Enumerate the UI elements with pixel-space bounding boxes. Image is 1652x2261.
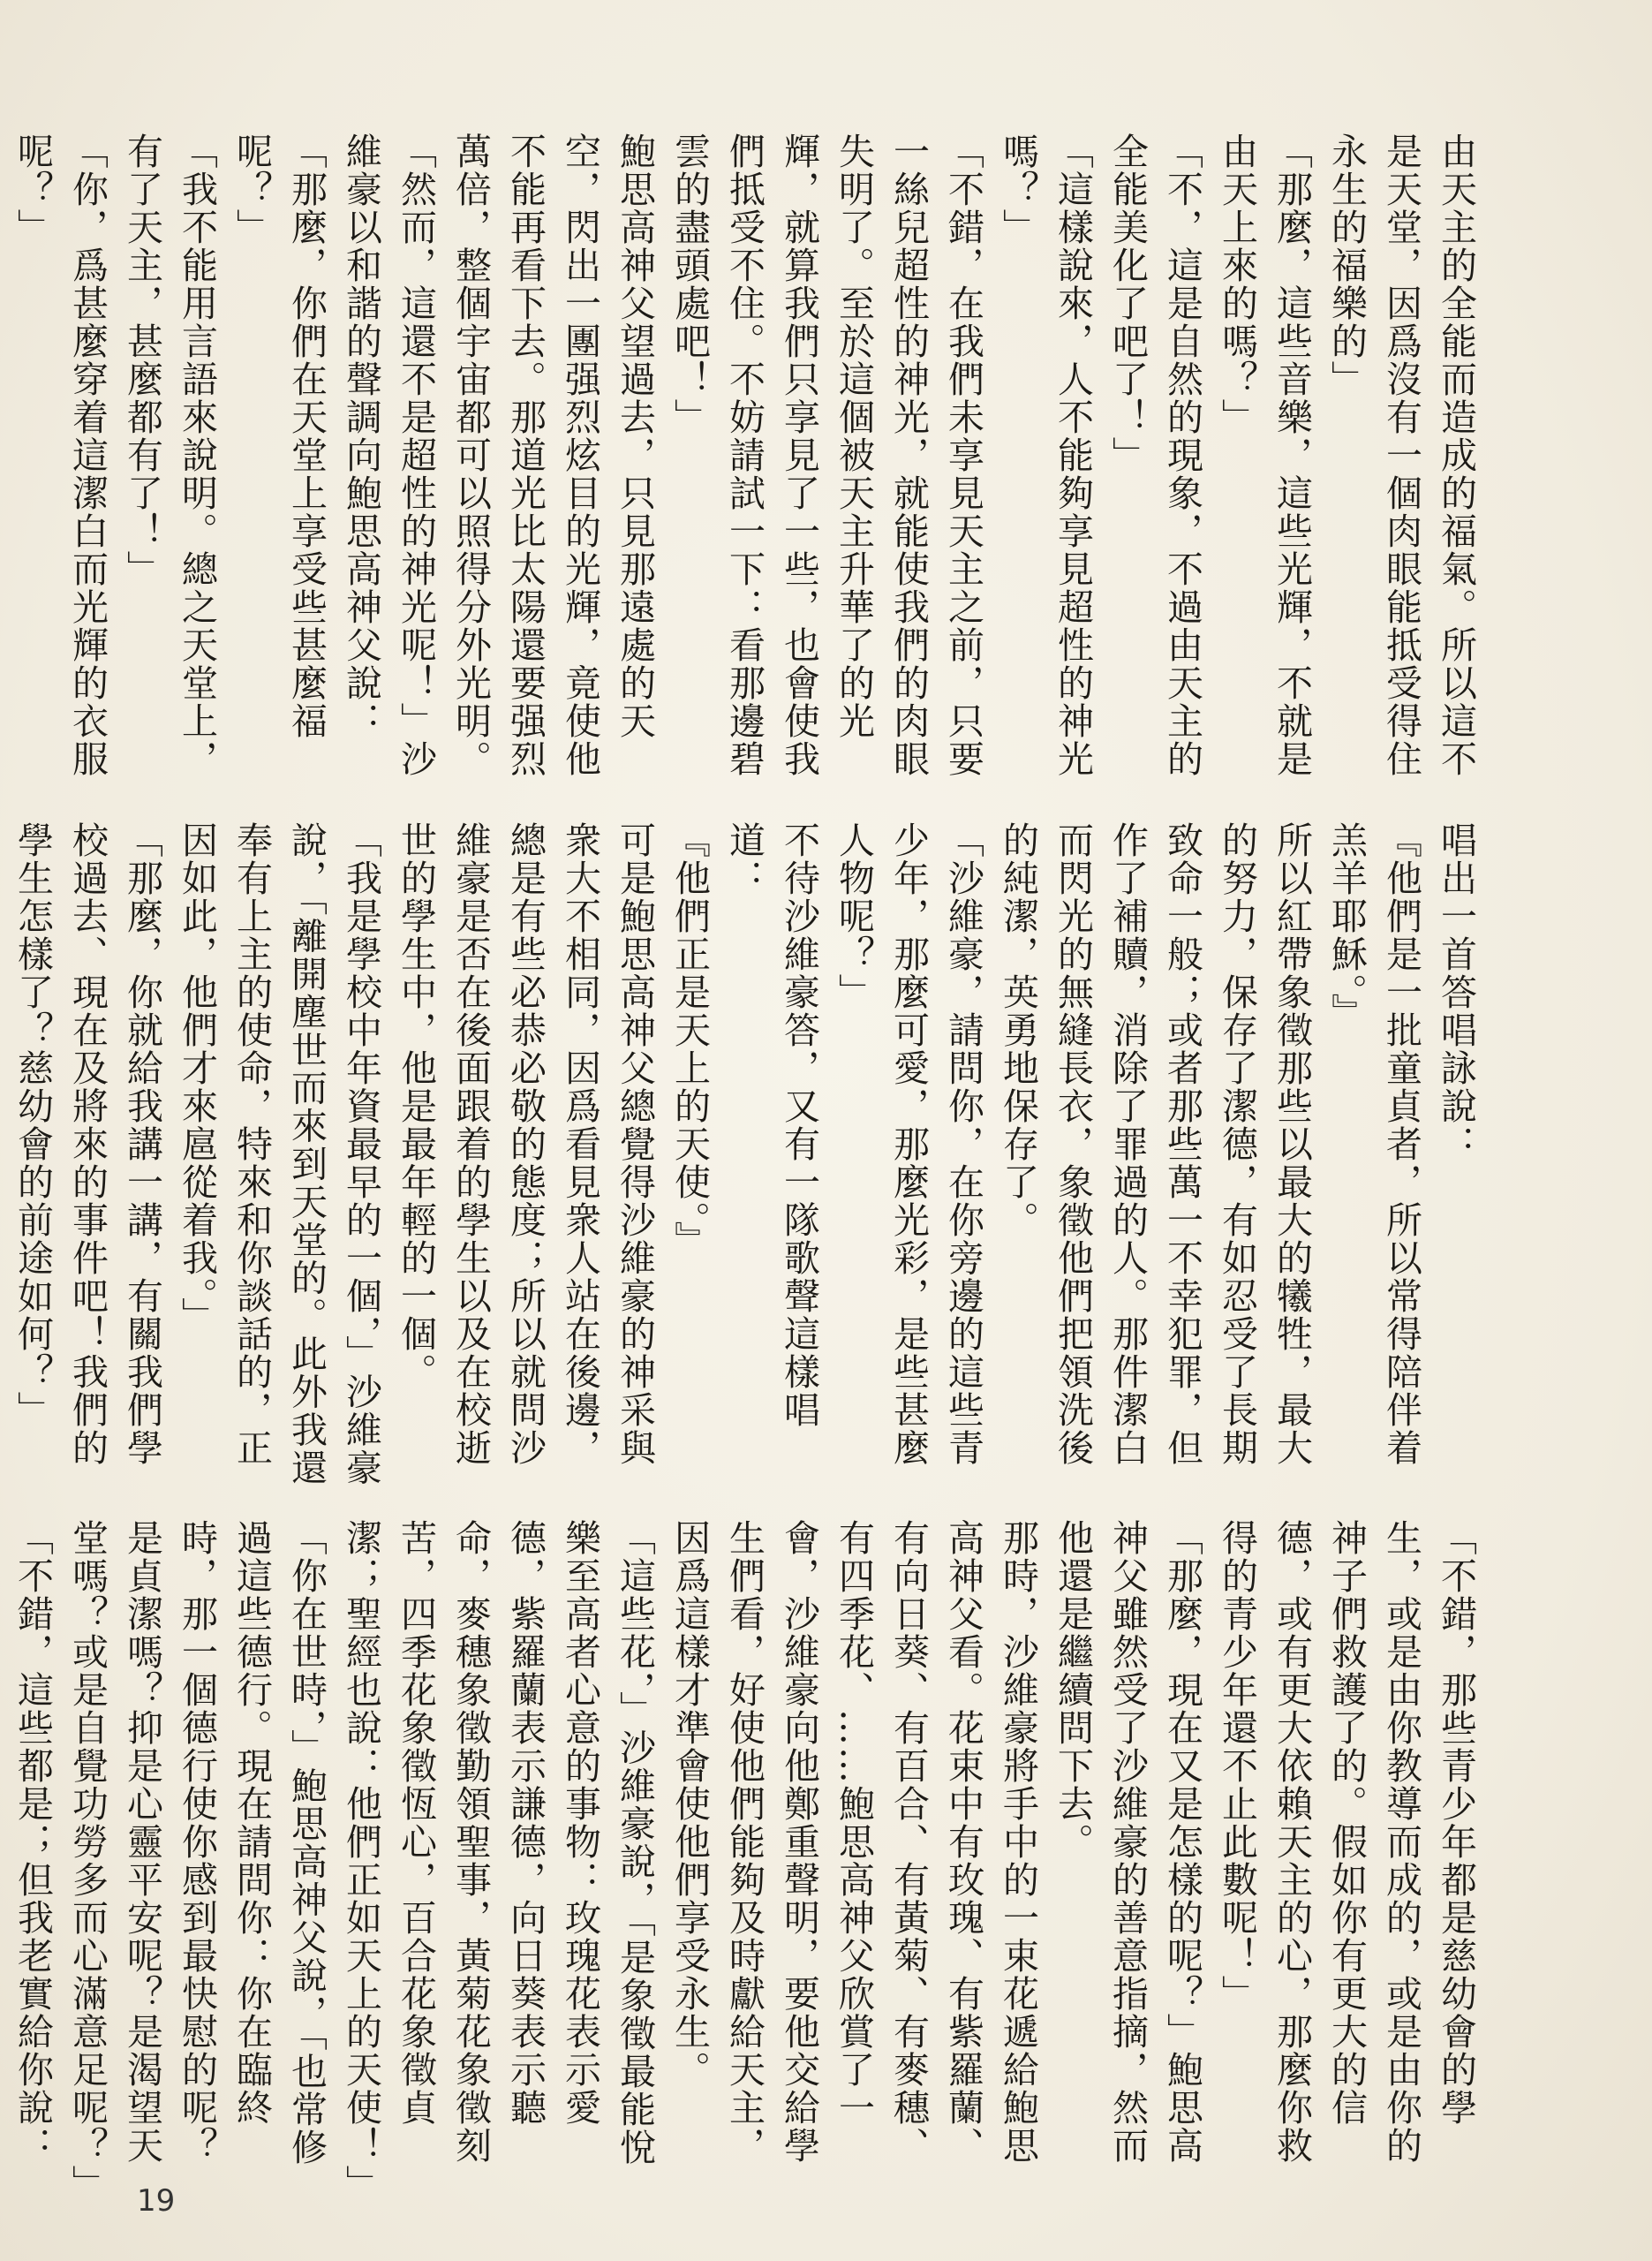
paragraph: 「那麼，這些音樂，這些光輝，不就是由天上來的嗎？」 (1216, 132, 1313, 778)
paragraph: 「我不能用言語來說明。總之天堂上，有了天主，甚麼都有了！」 (121, 132, 218, 778)
paragraph (0, 132, 5, 804)
paragraph: 『他們是一批童貞者，所以常得陪伴着羔羊耶穌。』 (1325, 821, 1422, 1467)
paragraph: 由天主的全能而造成的福氣。所以這不是天堂，因爲沒有一個肉眼能抵受得住永生的福樂的」 (1325, 132, 1477, 778)
page-number: 19 (137, 2183, 176, 2219)
text-block-middle (11, 821, 1483, 1493)
paragraph: 「你在世時，」鮑思高神父說，「也常修過這些德行。現在請問你：你在臨終時，那一個德行使你感到最快慰的呢？是貞潔嗎？抑是心靈平安呢？是渴望天堂嗎？或是自覺功勞多而心滿意足呢？」 (66, 1519, 328, 2203)
paragraph: 「那麼，你就給我講一講，有關我們學校過去、現在及將來的事件吧！我們的學生怎樣了？慈幼會的前途如何？」 (11, 821, 163, 1467)
paragraph (0, 821, 5, 1493)
paragraph: 「不，這是自然的現象，不過由天主的全能美化了吧了！」 (1106, 132, 1203, 778)
paragraph: 「那麼，你們在天堂上享受些甚麼福呢？」 (230, 132, 328, 740)
paragraph: 「那麼，現在又是怎樣的呢？」鮑思高神父雖然受了沙維豪的善意指摘，然而他還是繼續問下去。 (1052, 1519, 1203, 2165)
paragraph: 「沙維豪，請問你，在你旁邊的這些青少年，那麼可愛，那麼光彩，是些甚麼人物呢？」 (833, 821, 984, 1467)
paragraph: 唱出一首答唱詠說： (1435, 821, 1477, 1163)
paragraph: 「不錯，這些都是；但我老實給你說： (11, 1519, 54, 2165)
paragraph: 「不錯，在我們未享見天主之前，只要一絲兒超性的神光，就能使我們的肉眼失明了。至於這個被天主升華了的光輝，就算我們只享見了一些，也會使我們抵受不住。不妨請試一下：看那邊碧雲的盡頭處吧！」 (668, 132, 984, 778)
paragraph: 那時，沙維豪將手中的一束花遞給鮑思高神父看。花束中有玫瑰、有紫羅蘭、有向日葵、有百合、有黃菊、有麥穗、有四季花、……鮑思高神父欣賞了一會，沙維豪向他鄭重聲明，要他交給學生們看，好使他們能夠及時獻給天主，因爲這樣才準會使他們享受永生。 (668, 1519, 1039, 2165)
paragraph: 「這些花，」沙維豪說，「是象徵最能悅樂至高者心意的事物：玫瑰花表示愛德，紫羅蘭表示謙德，向日葵表示聽命，麥穗象徵勤領聖事，黃菊花象徵刻苦，四季花象徵恆心，百合花象徵貞潔；聖經也說：他們正如天上的天使！」 (340, 1519, 656, 2203)
paragraph: 「不錯，那些青少年都是慈幼會的學生，或是由你教導而成的，或是由你的神子們救護了的。假如你有更大的信德，或有更大依賴天主的心，那麼你救得的青少年還不止此數呢！」 (1216, 1519, 1477, 2165)
paragraph: 所以紅帶象徵那些以最大的犧牲，最大的努力，保存了潔德，有如忍受了長期致命一般；或者那些萬一不幸犯罪，但作了補贖，消除了罪過的人。那件潔白而閃光的無縫長衣，象徵他們把領洗後的純潔，英勇地保存了。 (997, 821, 1313, 1467)
paragraph: 「你，爲甚麼穿着這潔白而光輝的衣服呢？」 (11, 132, 109, 778)
paragraph: 「我是學校中年資最早的一個，」沙維豪說，「離開塵世而來到天堂的。此外我還奉有上主的使命，特來和你談話的，正因如此，他們才來扈從着我。」 (176, 821, 382, 1487)
paragraph: 可是鮑思高神父總覺得沙維豪的神采與衆大不相同，因爲看見衆人站在後邊，總是有些必恭必敬的態度；所以就問沙維豪是否在後面跟着的學生以及在校逝世的學生中，他是最年輕的一個。 (395, 821, 656, 1467)
text-block-top (11, 132, 1483, 804)
paragraph: 『他們正是天上的天使。』 (668, 821, 711, 1259)
paragraph: 不待沙維豪答，又有一隊歌聲這樣唱道： (723, 821, 820, 1429)
paragraph: 鮑思高神父望過去，只見那遠處的天空，閃出一團强烈炫目的光輝，竟使他不能再看下去。那道光比太陽還要强烈萬倍，整個宇宙都可以照得分外光明。 (449, 132, 656, 778)
paragraph: 「然而，這還不是超性的神光呢！」沙維豪以和諧的聲調向鮑思高神父說： (340, 132, 437, 778)
paragraph: 「這樣說來，人不能夠享見超性的神光嗎？」 (997, 132, 1094, 778)
